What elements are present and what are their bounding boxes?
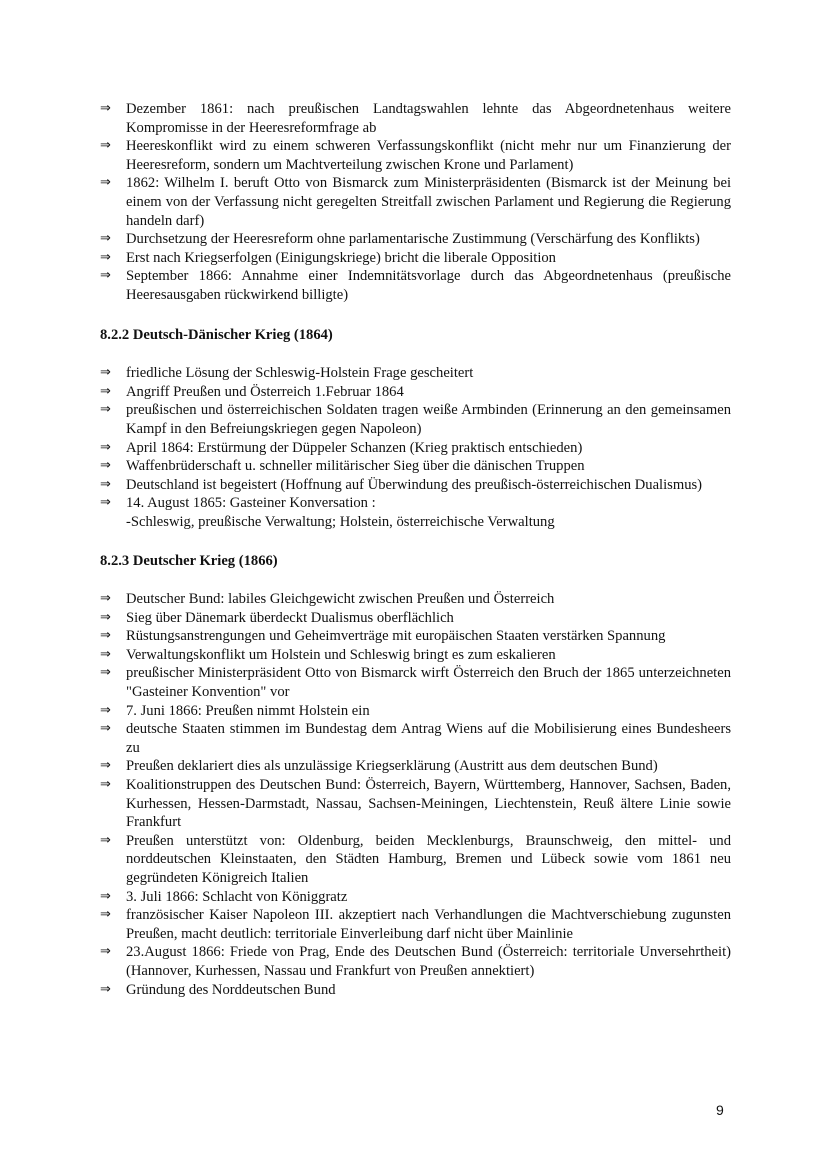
arrow-icon: ⇒ [100, 231, 111, 247]
arrow-icon: ⇒ [100, 721, 111, 737]
arrow-icon: ⇒ [100, 268, 111, 284]
arrow-icon: ⇒ [100, 981, 111, 997]
list-item: ⇒ 7. Juni 1866: Preußen nimmt Holstein ein [100, 702, 370, 719]
arrow-icon: ⇒ [100, 628, 111, 644]
arrow-icon: ⇒ [100, 439, 111, 455]
arrow-icon: ⇒ [100, 758, 111, 774]
list-item: ⇒ Heereskonflikt wird zu einem schweren Verfassungskonflikt (nicht mehr nur um Finanzierung der Heeresreform, sondern um Machtverteilung zwischen Krone und Parlament) [100, 138, 731, 173]
list-item: ⇒ Preußen deklariert dies als unzulässige Kriegserklärung (Austritt aus dem deutschen Bund) [100, 758, 658, 775]
arrow-icon: ⇒ [100, 777, 111, 792]
list-item: ⇒ Waffenbrüderschaft u. schneller militärischer Sieg über die dänischen Truppen [100, 458, 585, 475]
list-item: ⇒ 3. Juli 1866: Schlacht von Königgratz [100, 888, 348, 905]
list-item: ⇒ Rüstungsanstrengungen und Geheimverträge mit europäischen Staaten verstärken Spannung [100, 628, 666, 645]
list-item: ⇒ preußischer Ministerpräsident Otto von Bismarck wirft Österreich den Bruch der 1865 unterzeichneten "Gasteiner Konvention" vor [100, 665, 731, 701]
list-item: ⇒ preußischen und österreichischen Soldaten tragen weiße Armbinden (Erinnerung an den gemeinsamen Kampf in den Befreiungskriegen gegen Napoleon) [100, 402, 731, 437]
list-item-subline: -Schleswig, preußische Verwaltung; Holstein, österreichische Verwaltung [126, 513, 555, 530]
list-item: ⇒ September 1866: Annahme einer Indemnitätsvorlage durch das Abgeordnetenhaus (preußische Heeresausgaben rückwirkend billigte) [100, 268, 731, 303]
arrow-icon: ⇒ [100, 609, 111, 625]
arrow-icon: ⇒ [100, 101, 111, 116]
list-item: ⇒ Angriff Preußen und Österreich 1.Februar 1864 [100, 383, 404, 400]
arrow-icon: ⇒ [100, 249, 111, 265]
list-item: ⇒ Dezember 1861: nach preußischen Landtagswahlen lehnte das Abgeordnetenhaus weitere Kompromisse in der Heeresreformfrage ab [100, 101, 731, 136]
list-item: ⇒ Deutscher Bund: labiles Gleichgewicht zwischen Preußen und Österreich [100, 591, 555, 608]
arrow-icon: ⇒ [100, 476, 111, 492]
arrow-icon: ⇒ [100, 383, 111, 399]
arrow-icon: ⇒ [100, 944, 111, 960]
arrow-icon: ⇒ [100, 458, 111, 474]
arrow-icon: ⇒ [100, 702, 111, 718]
list-item: ⇒ Erst nach Kriegserfolgen (Einigungskriege) bricht die liberale Opposition [100, 249, 556, 266]
arrow-icon: ⇒ [100, 138, 111, 154]
arrow-icon: ⇒ [100, 495, 111, 511]
arrow-icon: ⇒ [100, 175, 111, 191]
list-item: ⇒ Preußen unterstützt von: Oldenburg, beiden Mecklenburgs, Braunschweig, den mittel- und norddeutschen Kleinstaaten, den Städten Hamburg, Bremen und Lübeck sowie vom 1861 neu gegründeten Königreich Italien [100, 832, 731, 886]
list-item: ⇒ 1862: Wilhelm I. beruft Otto von Bismarck zum Ministerpräsidenten (Bismarck ist der Meinung bei einem von der Verfassung nicht geregelten Streitfall zwischen Parlament und Regierung die Regierung handeln darf) [100, 175, 731, 229]
page-number: 9 [716, 1102, 724, 1118]
arrow-icon: ⇒ [100, 665, 111, 681]
arrow-icon: ⇒ [100, 832, 111, 848]
section1-list [100, 100, 731, 305]
list-item: ⇒ Durchsetzung der Heeresreform ohne parlamentarische Zustimmung (Verschärfung des Konflikts) [100, 231, 700, 248]
list-item: ⇒ 14. August 1865: Gasteiner Konversation : -Schleswig, preußische Verwaltung; Holstein, österreichische Verwaltung [100, 494, 731, 531]
arrow-icon: ⇒ [100, 907, 111, 923]
document-page [100, 100, 731, 999]
arrow-icon: ⇒ [100, 402, 111, 418]
section2-list [100, 364, 731, 531]
section3-list [100, 590, 731, 999]
list-item: ⇒ französischer Kaiser Napoleon III. akzeptiert nach Verhandlungen die Machtverschiebung zugunsten Preußen, macht deutlich: territoriale Einverleibung darf nicht über Mainlinie [100, 907, 731, 942]
section2-heading: 8.2.2 Deutsch-Dänischer Krieg (1864) [100, 326, 333, 343]
list-item: ⇒ friedliche Lösung der Schleswig-Holstein Frage gescheitert [100, 365, 474, 382]
list-item: ⇒ Deutschland ist begeistert (Hoffnung auf Überwindung des preußisch-österreichischen Dualismus) [100, 476, 703, 493]
list-item: ⇒ 23.August 1866: Friede von Prag, Ende des Deutschen Bund (Österreich: territoriale Unversehrtheit) (Hannover, Kurhessen, Nassau und Frankfurt von Preußen annektiert) [100, 944, 731, 979]
list-item: ⇒ April 1864: Erstürmung der Düppeler Schanzen (Krieg praktisch entschieden) [100, 439, 583, 456]
list-item: ⇒ Koalitionstruppen des Deutschen Bund: Österreich, Bayern, Württemberg, Hannover, Sachsen, Baden, Kurhessen, Hessen-Darmstadt, Nassau, Sachsen-Meiningen, Liechtenstein, Reuß ältere Linie sowie Frankfurt [100, 777, 731, 831]
list-item: ⇒ deutsche Staaten stimmen im Bundestag dem Antrag Wiens auf die Mobilisierung eines Bundesheers zu [100, 721, 731, 756]
arrow-icon: ⇒ [100, 888, 111, 904]
arrow-icon: ⇒ [100, 591, 111, 607]
arrow-icon: ⇒ [100, 646, 111, 662]
arrow-icon: ⇒ [100, 365, 111, 381]
list-item: ⇒ Verwaltungskonflikt um Holstein und Schleswig bringt es zum eskalieren [100, 646, 556, 663]
section3-heading: 8.2.3 Deutscher Krieg (1866) [100, 553, 278, 570]
list-item: ⇒ Sieg über Dänemark überdeckt Dualismus oberflächlich [100, 609, 454, 626]
list-item: ⇒ Gründung des Norddeutschen Bund [100, 981, 336, 998]
